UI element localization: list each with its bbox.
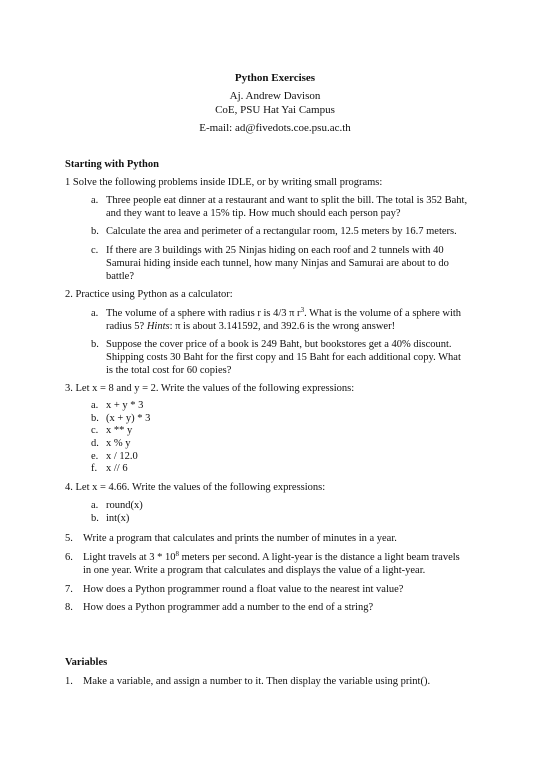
question-6-line2: in one year. Write a program that calculates and displays the value of a light-year. (83, 565, 426, 576)
question-7-number: 7. (65, 584, 73, 595)
variables-question-1-text: Make a variable, and assign a number to it. Then display the variable using print(). (83, 676, 431, 687)
question-2a-line2: radius 5? Hints: π is about 3.141592, and 392.6 is the wrong answer! (106, 321, 396, 332)
question-4-item-b: b. int(x) (91, 513, 130, 524)
question-6-line1: Light travels at $3 * 10^8$ meters per second. A light-year is the distance a light beam travels (83, 550, 460, 563)
question-1c-line3: battle? (106, 271, 134, 282)
section-heading-starting: Starting with Python (65, 159, 159, 170)
question-4-item-a: a. round(x) (91, 500, 143, 511)
question-6-number: 6. (65, 552, 73, 563)
question-1c-letter: c. (91, 245, 99, 256)
question-3-item-e: e. x / 12.0 (91, 451, 138, 462)
question-8-text: How does a Python programmer add a number to the end of a string? (83, 602, 374, 613)
question-2a-line1: The volume of a sphere with radius r is 4/3 π $r^3$. What is the volume of a sphere with (106, 306, 462, 319)
author-email: E-mail: ad@fivedots.coe.psu.ac.th (199, 122, 351, 134)
question-2-text: 2. Practice using Python as a calculator: (65, 289, 233, 300)
question-3-item-d: d. x % y (91, 438, 131, 449)
section-heading-variables: Variables (65, 657, 108, 668)
question-1a-line2: and they want to leave a 15% tip. How much should each person pay? (106, 208, 401, 219)
question-1-text: 1 Solve the following problems inside IDLE, or by writing small programs: (65, 177, 383, 188)
question-1b-line1: Calculate the area and perimeter of a rectangular room, 12.5 meters by 16.7 meters. (106, 226, 457, 237)
question-5-text: Write a program that calculates and prints the number of minutes in a year. (83, 533, 397, 544)
question-1c-line2: Samurai hiding inside each tunnel, how many Ninjas and Samurai are about to do (106, 258, 449, 269)
question-2b-line1: Suppose the cover price of a book is 249 Baht, but bookstores get a 40% discount. (106, 339, 452, 350)
author-name: Aj. Andrew Davison (229, 90, 321, 102)
question-1a-letter: a. (91, 195, 99, 206)
question-3-item-f: f. x // 6 (91, 463, 128, 474)
question-3-item-c: c. x ** y (91, 425, 133, 436)
question-1a-line1: Three people eat dinner at a restaurant and want to split the bill. The total is 352 Baht, (106, 195, 468, 206)
question-2b-line3: is the total cost for 60 copies? (106, 365, 232, 376)
question-7-text: How does a Python programmer round a float value to the nearest int value? (83, 584, 404, 595)
author-affiliation: CoE, PSU Hat Yai Campus (215, 104, 335, 116)
question-1b-letter: b. (91, 226, 99, 237)
variables-question-1-number: 1. (65, 676, 73, 687)
question-2a-letter: a. (91, 308, 99, 319)
question-2b-line2: Shipping costs 30 Baht for the first copy and 15 Baht for each additional copy. What (106, 352, 461, 363)
document-title: Python Exercises (234, 72, 316, 84)
question-3-item-a: a. x + y * 3 (91, 400, 144, 411)
question-1c-line1: If there are 3 buildings with 25 Ninjas hiding on each roof and 2 tunnels with 40 (106, 245, 444, 256)
question-2b-letter: b. (91, 339, 99, 350)
question-3-item-b: b. (x + y) * 3 (91, 413, 151, 424)
question-3-text: 3. Let x = 8 and y = 2. Write the values of the following expressions: (65, 383, 355, 394)
question-8-number: 8. (65, 602, 73, 613)
question-5-number: 5. (65, 533, 73, 544)
question-4-text: 4. Let x = 4.66. Write the values of the following expressions: (65, 482, 326, 493)
